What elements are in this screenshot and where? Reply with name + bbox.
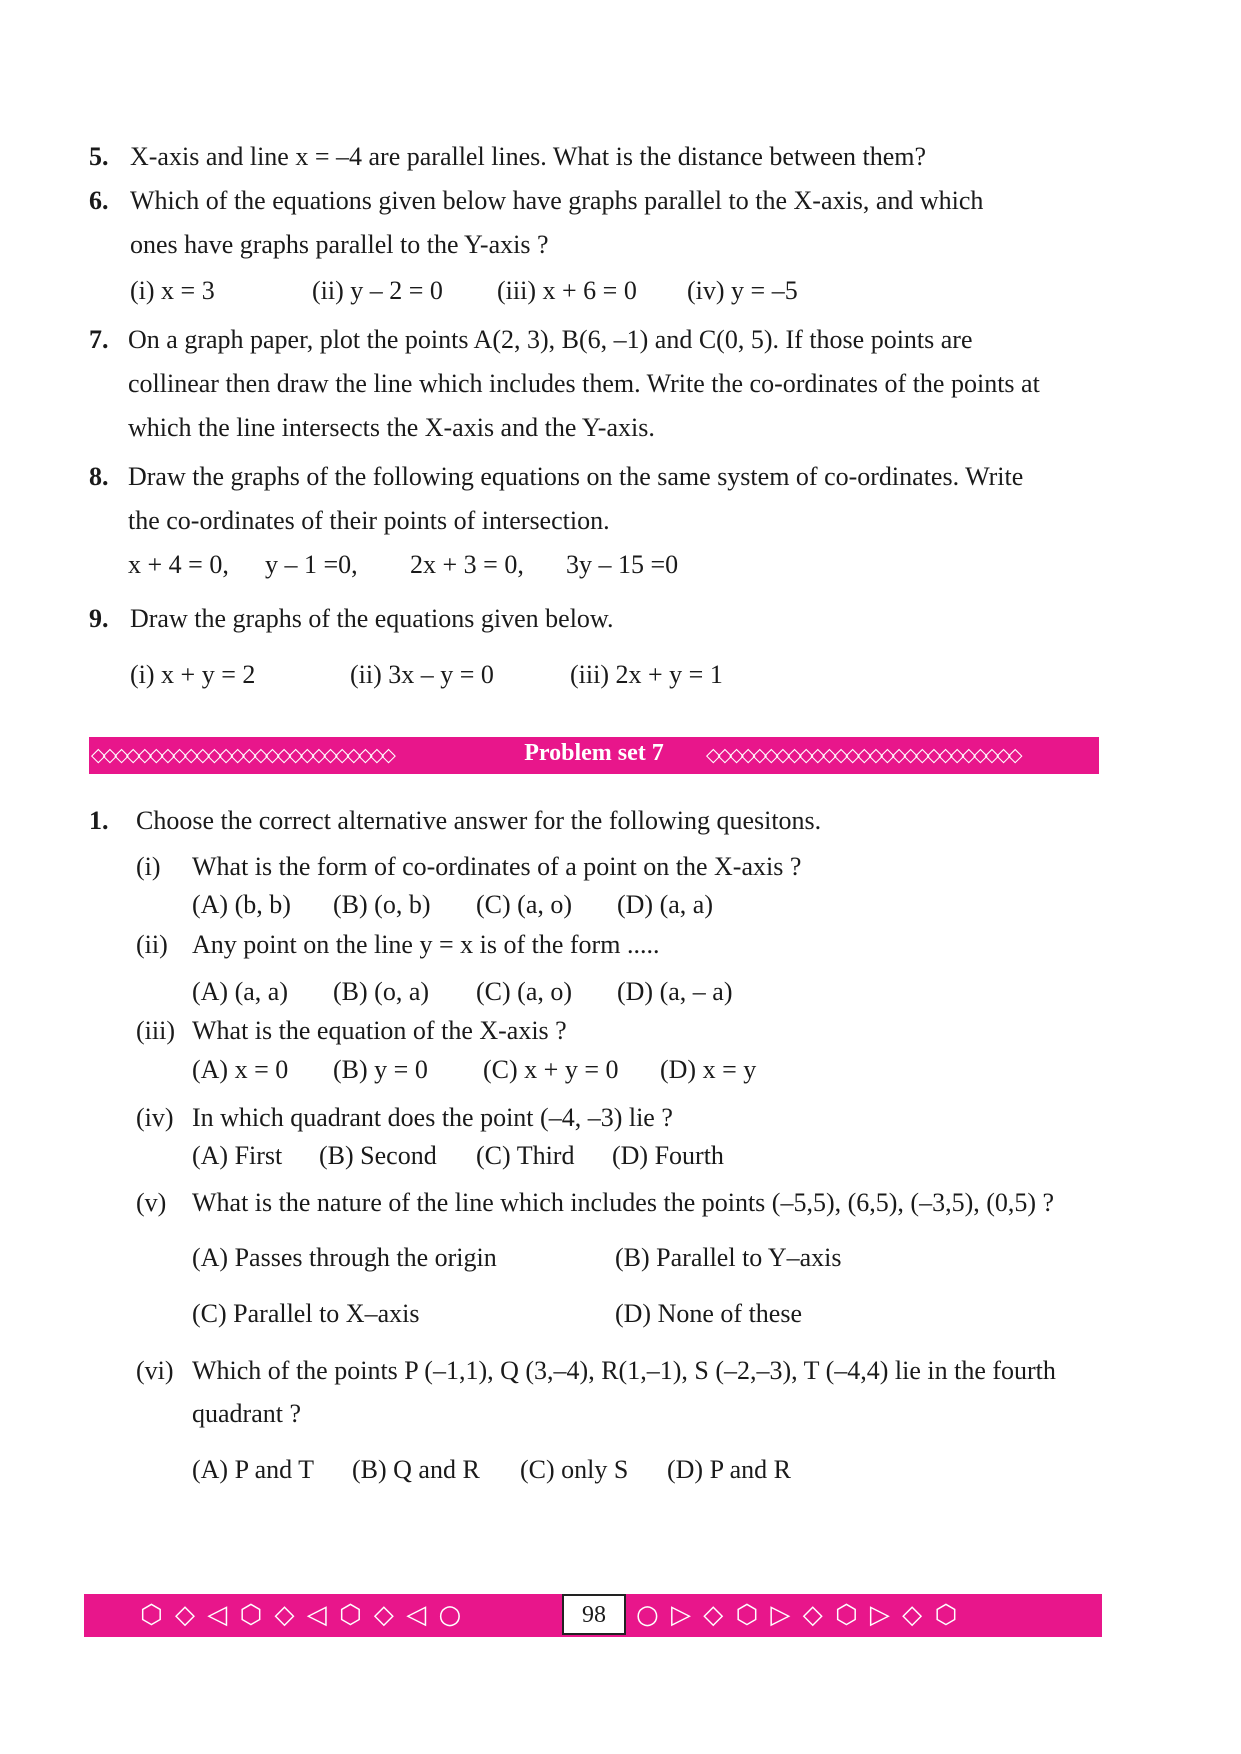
q9-option-3: (iii) 2x + y = 1 (570, 660, 723, 689)
q6-option-2: (ii) y – 2 = 0 (312, 276, 443, 305)
sub-iii-option-a: (A) x = 0 (192, 1055, 289, 1084)
sub-ii-option-b: (B) (o, a) (333, 977, 430, 1006)
sub-iv-option-b: (B) Second (319, 1141, 437, 1170)
sub-iii-option-b: (B) y = 0 (333, 1055, 428, 1084)
q6-option-1: (i) x = 3 (130, 276, 215, 305)
problem-set-banner (89, 737, 1099, 774)
banner-right-decoration: ◇◇◇◇◇◇◇◇◇◇◇◇◇◇◇◇◇◇◇◇◇◇◇◇◇◇◇ (706, 745, 1020, 766)
q8-number: 8. (89, 462, 109, 491)
sub-ii-question: Any point on the line y = x is of the form ..... (192, 930, 660, 959)
sub-vi-option-d: (D) P and R (667, 1455, 791, 1484)
sub-i-option-d: (D) (a, a) (617, 890, 713, 919)
sub-i-label: (i) (136, 852, 161, 881)
sub-v-question: What is the nature of the line which includes the points (–5,5), (6,5), (–3,5), (0,5) ? (192, 1188, 1055, 1217)
sub-vi-option-c: (C) only S (520, 1455, 629, 1484)
sub-v-option-c: (C) Parallel to X–axis (192, 1299, 420, 1328)
q7-line1: On a graph paper, plot the points A(2, 3), B(6, –1) and C(0, 5). If those points are (128, 325, 973, 354)
sub-v-option-a: (A) Passes through the origin (192, 1243, 497, 1272)
sub-vi-option-a: (A) P and T (192, 1455, 315, 1484)
q9-option-2: (ii) 3x – y = 0 (350, 660, 494, 689)
sub-ii-label: (ii) (136, 930, 168, 959)
sub-vi-question: Which of the points P (–1,1), Q (3,–4), R(1,–1), S (–2,–3), T (–4,4) lie in the fourth (192, 1356, 1056, 1385)
q6-option-3: (iii) x + 6 = 0 (497, 276, 637, 305)
sub-iii-option-d: (D) x = y (660, 1055, 757, 1084)
q8-equation-2: y – 1 =0, (265, 550, 358, 579)
banner-left-decoration: ◇◇◇◇◇◇◇◇◇◇◇◇◇◇◇◇◇◇◇◇◇◇◇◇◇◇ (91, 745, 393, 766)
sub-ii-option-a: (A) (a, a) (192, 977, 288, 1006)
q7-number: 7. (89, 325, 109, 354)
sub-iv-option-d: (D) Fourth (612, 1141, 724, 1170)
sub-v-label: (v) (136, 1188, 167, 1217)
problem-set-title: Problem set 7 (524, 740, 664, 766)
q6-option-4: (iv) y = –5 (687, 276, 798, 305)
q8-equation-1: x + 4 = 0, (128, 550, 229, 579)
ps-q1-number: 1. (89, 806, 109, 835)
page-footer (84, 1594, 1102, 1637)
q9-option-1: (i) x + y = 2 (130, 660, 256, 689)
sub-iii-question: What is the equation of the X-axis ? (192, 1016, 567, 1045)
sub-i-question: What is the form of co-ordinates of a point on the X-axis ? (192, 852, 802, 881)
q6-line1: Which of the equations given below have graphs parallel to the X-axis, and which (130, 186, 984, 215)
q8-line2: the co-ordinates of their points of intersection. (128, 506, 610, 535)
sub-iv-label: (iv) (136, 1103, 174, 1132)
sub-iv-question: In which quadrant does the point (–4, –3) lie ? (192, 1103, 673, 1132)
q9-number: 9. (89, 604, 109, 633)
sub-vi-label: (vi) (136, 1356, 174, 1385)
q5-number: 5. (89, 142, 109, 171)
sub-i-option-c: (C) (a, o) (476, 890, 573, 919)
sub-iv-option-c: (C) Third (476, 1141, 575, 1170)
q7-line2: collinear then draw the line which includes them. Write the co-ordinates of the points at (128, 369, 1040, 398)
sub-i-option-a: (A) (b, b) (192, 890, 291, 919)
sub-iii-label: (iii) (136, 1016, 175, 1045)
sub-vi-option-b: (B) Q and R (352, 1455, 480, 1484)
ps-q1-text: Choose the correct alternative answer for the following quesitons. (136, 806, 822, 835)
q5-text: X-axis and line x = –4 are parallel lines. What is the distance between them? (130, 142, 927, 171)
sub-iv-option-a: (A) First (192, 1141, 283, 1170)
q9-text: Draw the graphs of the equations given below. (130, 604, 614, 633)
q8-equation-4: 3y – 15 =0 (566, 550, 679, 579)
sub-iii-option-c: (C) x + y = 0 (483, 1055, 619, 1084)
footer-left-decoration: ⬡ ◇ ◁ ⬡ ◇ ◁ ⬡ ◇ ◁ ○ (140, 1600, 464, 1630)
sub-vi-question-continued: quadrant ? (192, 1399, 302, 1428)
q6-number: 6. (89, 186, 109, 215)
page-number: 98 (562, 1594, 626, 1635)
sub-v-option-d: (D) None of these (615, 1299, 802, 1328)
footer-right-decoration: ○ ▷ ◇ ⬡ ▷ ◇ ⬡ ▷ ◇ ⬡ (636, 1600, 960, 1630)
q8-equation-3: 2x + 3 = 0, (410, 550, 524, 579)
q6-line2: ones have graphs parallel to the Y-axis ? (130, 230, 549, 259)
sub-i-option-b: (B) (o, b) (333, 890, 431, 919)
sub-ii-option-d: (D) (a, – a) (617, 977, 733, 1006)
q7-line3: which the line intersects the X-axis and the Y-axis. (128, 413, 655, 442)
q8-line1: Draw the graphs of the following equations on the same system of co-ordinates. Write (128, 462, 1024, 491)
sub-v-option-b: (B) Parallel to Y–axis (615, 1243, 842, 1272)
sub-ii-option-c: (C) (a, o) (476, 977, 573, 1006)
